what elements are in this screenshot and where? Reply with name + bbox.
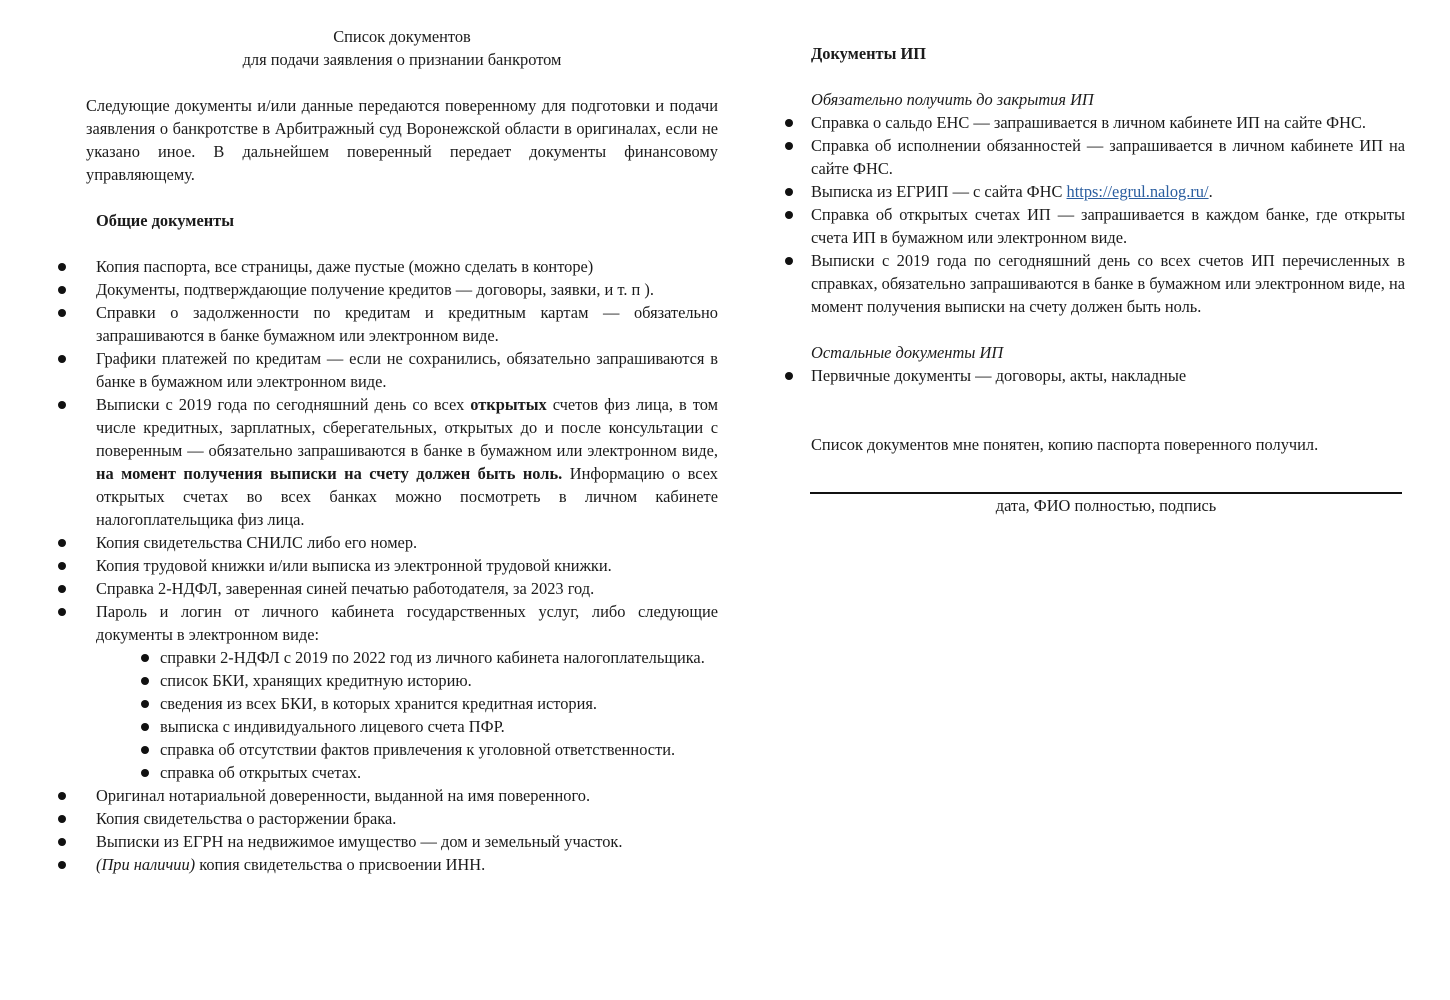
ip-other-list — [780, 364, 1405, 387]
sub-list-item: справка об открытых счетах. — [137, 761, 718, 784]
ip-other-label: Остальные документы ИП — [811, 343, 1004, 362]
bullet-icon — [58, 286, 66, 294]
list-item: Документы, подтверждающие получение кредитов — договоры, заявки, и т. п ). — [50, 278, 718, 301]
bullet-icon — [58, 539, 66, 547]
bullet-icon — [141, 769, 149, 777]
list-item: Первичные документы — договоры, акты, накладные — [780, 364, 1405, 387]
bullet-icon — [141, 654, 149, 662]
bullet-icon — [58, 355, 66, 363]
sub-list-item: сведения из всех БКИ, в которых хранится кредитная история. — [137, 692, 718, 715]
right-page — [780, 42, 1405, 533]
list-item: Оригинал нотариальной доверенности, выданной на имя поверенного. — [50, 784, 718, 807]
intro-paragraph: Следующие документы и/или данные передаются поверенному для подготовки и подачи заявления о банкротстве в Арбитражный суд Воронежской области в оригиналах, если не указано иное. В дальнейшем поверенный передает документы финансовому управляющему. — [86, 96, 718, 184]
list-item: Справка об открытых счетах ИП — запрашивается в каждом банке, где открыты счета ИП в бумажном или электронном виде. — [780, 203, 1405, 249]
bullet-icon — [58, 309, 66, 317]
signature-caption: дата, ФИО полностью, подпись — [995, 496, 1217, 515]
confirmation-text: Список документов мне понятен, копию паспорта поверенного получил. — [811, 435, 1319, 454]
bullet-icon — [58, 608, 66, 616]
ip-required-label: Обязательно получить до закрытия ИП — [811, 90, 1094, 109]
sub-list-item: справка об отсутствии фактов привлечения к уголовной ответственности. — [137, 738, 718, 761]
document-title — [50, 25, 718, 71]
bullet-icon — [58, 263, 66, 271]
list-item: Справки о задолженности по кредитам и кредитным картам — обязательно запрашиваются в банке бумажном или электронном виде. — [50, 301, 718, 347]
title-line-2: для подачи заявления о признании банкротом — [242, 50, 562, 69]
bullet-icon — [785, 142, 793, 150]
list-item: Выписки с 2019 года по сегодняшний день со всех открытых счетов физ лица, в том числе кредитных, зарплатных, сберегательных, открытых до и после консультации с поверенным — обязательно запрашиваются в банке в бумажном или электронном виде, на момент получения выписки на счету должен быть ноль. Информацию о всех открытых счетах во всех банках можно посмотреть в личном кабинете налогоплательщика физ лица. — [50, 393, 718, 531]
bullet-icon — [141, 746, 149, 754]
list-item: Копия свидетельства о расторжении брака. — [50, 807, 718, 830]
list-item: Справка о сальдо ЕНС — запрашивается в личном кабинете ИП на сайте ФНС. — [780, 111, 1405, 134]
egrul-link[interactable]: https://egrul.nalog.ru/ — [1066, 182, 1209, 201]
gosuslugi-sub-list — [137, 646, 718, 784]
general-docs-list — [50, 255, 718, 876]
left-page — [50, 25, 718, 876]
list-item: Копия свидетельства СНИЛС либо его номер. — [50, 531, 718, 554]
ip-docs-heading: Документы ИП — [811, 44, 926, 63]
italic-note: (При наличии) — [96, 855, 196, 874]
list-item: Справка 2-НДФЛ, заверенная синей печатью работодателя, за 2023 год. — [50, 577, 718, 600]
list-item: Выписка из ЕГРИП — с сайта ФНС https://egrul.nalog.ru/. — [780, 180, 1405, 203]
list-item: Выписки из ЕГРН на недвижимое имущество — дом и земельный участок. — [50, 830, 718, 853]
ip-required-list — [780, 111, 1405, 318]
bullet-icon — [785, 372, 793, 380]
list-item: Пароль и логин от личного кабинета государственных услуг, либо следующие документы в электронном виде: справки 2-НДФЛ с 2019 по 2022 год из личного кабинета налогоплательщика. список БКИ, хранящих кредитную историю. сведения из всех БКИ, в которых хранится кредитная история. выписка с индивидуального лицевого счета ПФР. справка об отсутствии фактов привлечения к уголовной ответственности. справка об открытых счетах. — [50, 600, 718, 784]
sub-list-item: список БКИ, хранящих кредитную историю. — [137, 669, 718, 692]
bold-text: открытых — [470, 395, 547, 414]
title-line-1: Список документов — [333, 27, 471, 46]
bullet-icon — [785, 257, 793, 265]
list-item: Справка об исполнении обязанностей — запрашивается в личном кабинете ИП на сайте ФНС. — [780, 134, 1405, 180]
bold-text: на момент получения выписки на счету должен быть ноль. — [96, 464, 563, 483]
bullet-icon — [58, 838, 66, 846]
bullet-icon — [141, 677, 149, 685]
bullet-icon — [58, 815, 66, 823]
bullet-icon — [785, 119, 793, 127]
sub-list-item: выписка с индивидуального лицевого счета ПФР. — [137, 715, 718, 738]
bullet-icon — [58, 792, 66, 800]
bullet-icon — [58, 401, 66, 409]
bullet-icon — [785, 188, 793, 196]
bullet-icon — [58, 562, 66, 570]
bullet-icon — [785, 211, 793, 219]
sub-list-item: справки 2-НДФЛ с 2019 по 2022 год из личного кабинета налогоплательщика. — [137, 646, 718, 669]
bullet-icon — [141, 700, 149, 708]
list-item: Копия паспорта, все страницы, даже пустые (можно сделать в конторе) — [50, 255, 718, 278]
list-item: (При наличии) копия свидетельства о присвоении ИНН. — [50, 853, 718, 876]
bullet-icon — [58, 585, 66, 593]
list-item: Графики платежей по кредитам — если не сохранились, обязательно запрашиваются в банке в бумажном или электронном виде. — [50, 347, 718, 393]
general-docs-heading: Общие документы — [96, 211, 235, 230]
list-item: Копия трудовой книжки и/или выписка из электронной трудовой книжки. — [50, 554, 718, 577]
bullet-icon — [141, 723, 149, 731]
list-item: Выписки с 2019 года по сегодняшний день со всех счетов ИП перечисленных в справках, обязательно запрашиваются в банке в бумажном или электронном виде, на момент получения выписки на счету должен быть ноль. — [780, 249, 1405, 318]
bullet-icon — [58, 861, 66, 869]
